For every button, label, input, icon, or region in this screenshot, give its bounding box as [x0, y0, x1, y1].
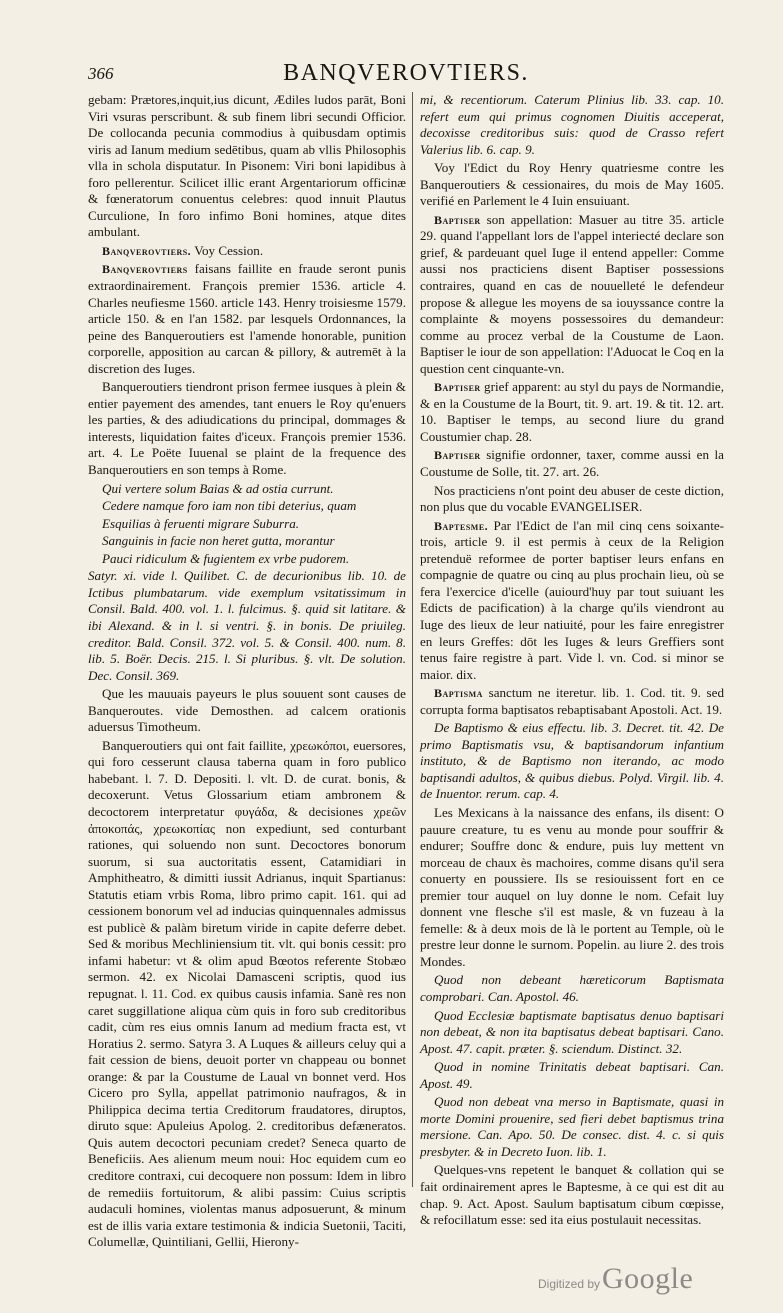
entry-paragraph — [420, 379, 724, 445]
entry-text: son appellation: Masuer au titre 35. article 29. quand l'appellant lors de l'appel interiecté declare son grief, & pardeuant quel Iuge il entend appeller: Comme aussi nos practiciens disent Baptiser possessions contraires, quand en cas de nouuelleté le defendeur propose & allegue les moyens de sa iouyssance contre la complainte & moyens possessoires du demandeur: comme au procez verbal de la Coustume de Laon. Baptiser le iour de son appellation: l'Aduocat le Coq en la question cent cinquante-vn. — [420, 211, 724, 376]
entry-paragraph — [420, 447, 724, 480]
google-watermark — [538, 1262, 738, 1296]
text-paragraph: Quod in nomine Trinitatis debeat baptisari. Can. Apost. 49. — [420, 1059, 724, 1091]
verse-line: Esquilias à feruenti migrare Suburra. — [102, 515, 300, 531]
entry-headword: Baptiser — [434, 448, 481, 463]
text-paragraph: Quod non debeant hæreticorum Baptismata comprobari. Can. Apostol. 46. — [420, 972, 724, 1004]
entry-headword: Baptiser — [434, 380, 481, 395]
left-column — [88, 92, 406, 1253]
text-paragraph: Quod non debeat vna merso in Baptismate, quasi in morte Domini prouenire, sed fieri debet baptismus trina mersione. Can. Apo. 50. De consec. dist. 4. c. si quis presbyter. & in Decreto Iuon. lib. 1. — [420, 1094, 724, 1159]
watermark-prefix: Digitized by — [538, 1277, 601, 1291]
entry-paragraph — [88, 243, 406, 260]
text-paragraph: Les Mexicans à la naissance des enfans, ils disent: O pauure creature, tu es venu au monde pour souffrir & endurer; Souffre donc & endure, puis luy mettent vn morceau de chaux ès machoires, comme disans qu'il sera conuerty en poussiere. Ils se resiouissent fort en ce premier tour auquel on luy donne le nom. Cefait luy donnent vne flesche s'il est masle, & vn fuzeau à la femelle: & à deux mois de là le portent au Temple, où le prestre leur donne le surnom. Popelin. au liure 2. des trois Mondes. — [420, 804, 724, 969]
entry-text: grief apparent: au styl du pays de Normandie, & en la Coustume de la Bourt, tit. 9. art. 19. & tit. 12. art. 10. Baptiser le temps, au second liure du grand Coustumier chap. 28. — [420, 379, 724, 444]
entry-text: faisans faillite en fraude seront punis extraordinairement. François premier 1536. article 4. Charles neufiesme 1560. article 143. Henry troisiesme 1579. article 150. & en l'an 1582. par lesquels Ordonnances, la peine des Banqueroutiers est l'amende honorable, punition corporelle, apposition au carcan & pillory, & autremēt à la discretion des Iuges. — [88, 261, 406, 376]
text-paragraph: Nos practiciens n'ont point deu abuser de ceste diction, non plus que du vocable EVANGELISER. — [420, 482, 724, 515]
entry-headword: Baptiser — [434, 212, 481, 227]
text-paragraph: Que les mauuais payeurs le plus souuent sont causes de Banqueroutes. vide Demosthen. ad calcem orationis aduersus Timotheum. — [88, 686, 406, 735]
right-column — [420, 92, 724, 1231]
verse-line: Cedere namque foro iam non tibi deterius, quam — [102, 498, 357, 514]
text-paragraph: Banqueroutiers tiendront prison fermee iusques à plein & entier payement des amendes, tant enuers le Roy qu'enuers les parties, & des adiudications du principal, dommages & interests, liquidation faites d'iceux. François premier 1536. art. 4. Le Poëte Iuuenal se plaint de la frequence des Banqueroutiers en son temps à Rome. — [88, 379, 406, 478]
text-paragraph: De Baptismo & eius effectu. lib. 3. Decret. tit. 42. De primo Baptismatis vsu, & baptisandorum infantium instituto, & de Baptismo non iterando, ac modo baptisandi adultos, & quibus diebus. Polyd. Virgil. lib. 4. de Inuentor. rerum. cap. 4. — [420, 720, 724, 802]
text-paragraph: Banqueroutiers qui ont fait faillite, χρεωκόποι, euersores, qui foro cesserunt clausa taberna quam in foro publico habebant. l. 7. D. Depositi. l. vlt. D. de curat. bonis, & decoxerunt. Vetus Glossarium etiam ambronem & decoctorem interpretatur φυγάδα, & decisiones χρεῶν ἀποκοπάς, χρεωκοπίας non expediunt, sed conturbant rationes, qui soluendo non sunt. Decoctores bonorum suorum, si sua auctoritatis essent, Catamidiari in Amphitheatro, & dimitti iussit Adrianus, inquit Spartianus: Statutis etiam vrbis Roma, libro primo capit. 161. qui ad cessionem bonorum vel ad inducias quinquennales admissus est publicè & palàm biretum viride in capite deferre debet. Sed & moribus Mechliniensium tit. vlt. qui bonis cessit: pro infami habetur: vt & olim apud Bœotos referente Stobæo sermon. 42. ex Nicolai Damasceni scriptis, quod ius repugnat. l. 11. Cod. ex quibus causis infamia. Sanè res non caret suggillatione aliqua cùm quis in foro sub creditoribus cadit, cùm res eius omnis Ianum ad medium fracta est, vt Horatius 2. sermo. Satyra 3. A Luques & ailleurs celuy qui a fait cession de biens, deuoit porter vn chappeau ou bonnet orange: & par la Coustume de Laual vn bonnet verd. Hos Cicero pro Sylla, appellat patrimonio naufragos, & in Philippica decima tertia Creditorum fraudatores, diruptos, diruto sque: Apuleius Apolog. 2. creditoribus defæneratos. Quis autem decoctori pecuniam credet? Seneca quarto de Beneficiis. Aes alienum meum noui: Hoc equidem cum eo creditore contraxi, cui decoquere non possum: Idem in libro de remediis fortuitorum, & alibi passim: Cuius scriptis audaculi homines, violentas manus adposuerunt, & minum est de illis varia extare testimonia & indicia Suetonii, Taciti, Columellæ, Quintiliani, Gellii, Hierony- — [88, 737, 406, 1250]
google-logo: Google — [602, 1262, 694, 1295]
entry-paragraph — [88, 261, 406, 377]
entry-headword: Baptesme. — [434, 518, 489, 533]
verse-line: Pauci ridiculum & fugientem ex vrbe pudorem. — [102, 550, 350, 566]
entry-text: signifie ordonner, taxer, comme aussi en la Coustume de Solle, tit. 27. art. 26. — [420, 447, 724, 480]
page-number: 366 — [88, 64, 114, 83]
verse-line: Qui vertere solum Baias & ad ostia currunt. — [102, 480, 334, 496]
page-header — [88, 60, 724, 90]
text-paragraph: mi, & recentiorum. Caterum Plinius lib. 33. cap. 10. refert eum qui primus cognomen Diuitis acceperat, decoxisse creditoribus suis: quod de Crasso refert Valerius lib. 6. cap. 9. — [420, 92, 724, 157]
text-paragraph: gebam: Prætores,inquit,ius dicunt, Ædiles ludos parāt, Boni Viri vsuras perscribunt. & sub finem libri secundi Officior. De collocanda pecunia commodius à quibusdam optimis viris ad Ianum medium sedētibus, quam ab vllis Philosophis vlla in schola disputatur. In Pisonem: Viri boni lapidibus à foro pellerentur. Scilicet illic erant Argentariorum officinæ & fœneratorum conuentus celebres: quod innuit Plautus Curculione, In foro infimo Boni homines, atque dites ambulant. — [88, 92, 406, 240]
entry-paragraph — [420, 518, 724, 683]
entry-text: Voy Cession. — [191, 242, 264, 258]
running-title: BANQVEROVTIERS. — [283, 60, 529, 86]
column-divider — [412, 92, 413, 1187]
text-paragraph: Quod Ecclesiæ baptismate baptisatus denuo baptisari non debeat, & non ita baptisatus debeat baptisari. Cano. Apost. 47. capit. præter. §. sciendum. Distinct. 32. — [420, 1007, 724, 1056]
text-paragraph: Quelques-vns repetent le banquet & collation qui se fait ordinairement apres le Baptesme, à ce qui est dit au chap. 9. Act. Apost. Saulum baptisatum cibum cœpisse, & refocillatum esse: sed ita eius postulauit necessitas. — [420, 1162, 724, 1228]
entry-paragraph — [420, 685, 724, 718]
entry-headword: Baptisma — [434, 686, 483, 701]
entry-text: Par l'Edict de l'an mil cinq cens soixante-trois, article 9. il est permis à ceux de la Religion pretenduë reformee de porter baptiser leurs enfans en compagnie de quatre ou cinq au plus prochain lieu, où se fera l'exercice d'icelle (auiourd'huy par tout suiuant les Edicts de pacification) à la charge qu'ils viendront au Iuge des lieux de leur natiuité, pour les faire enregistrer en leurs Greffes: dōt les Iuges & leurs Greffiers sont tenus faire registre à part. Vide l. vn. Cod. si minor se maior. dix. — [420, 517, 724, 682]
entry-text: sanctum ne iteretur. lib. 1. Cod. tit. 9. sed corrupta forma baptisatos rebaptisabant Apostoli. Act. 19. — [420, 685, 724, 717]
entry-headword: Banqverovtiers. — [102, 243, 192, 258]
text-paragraph: Satyr. xi. vide l. Quilibet. C. de decurionibus lib. 10. de Ictibus plumbatarum. vide exemplum vsitatissimum in Consil. Bald. 400. vol. 1. l. fulcimus. §. quid sit latitare. & ibi Alexand. & in l. si ventri. §. in bonis. De priuileg. creditor. Bald. Consil. 372. vol. 5. & Consil. 400. num. 8. lib. 5. Boër. Decis. 215. l. Si pluribus. §. vlt. De solution. Dec. Consil. 369. — [88, 568, 406, 683]
entry-paragraph — [420, 212, 724, 377]
verse-line: Sanguinis in facie non heret gutta, morantur — [102, 533, 335, 549]
entry-headword: Banqverovtiers — [102, 262, 188, 277]
text-paragraph: Voy l'Edict du Roy Henry quatriesme contre les Banqueroutiers & cessionaires, du mois de May 1605. verifié en Parlement le 4 Iuin ensuiuant. — [420, 160, 724, 209]
